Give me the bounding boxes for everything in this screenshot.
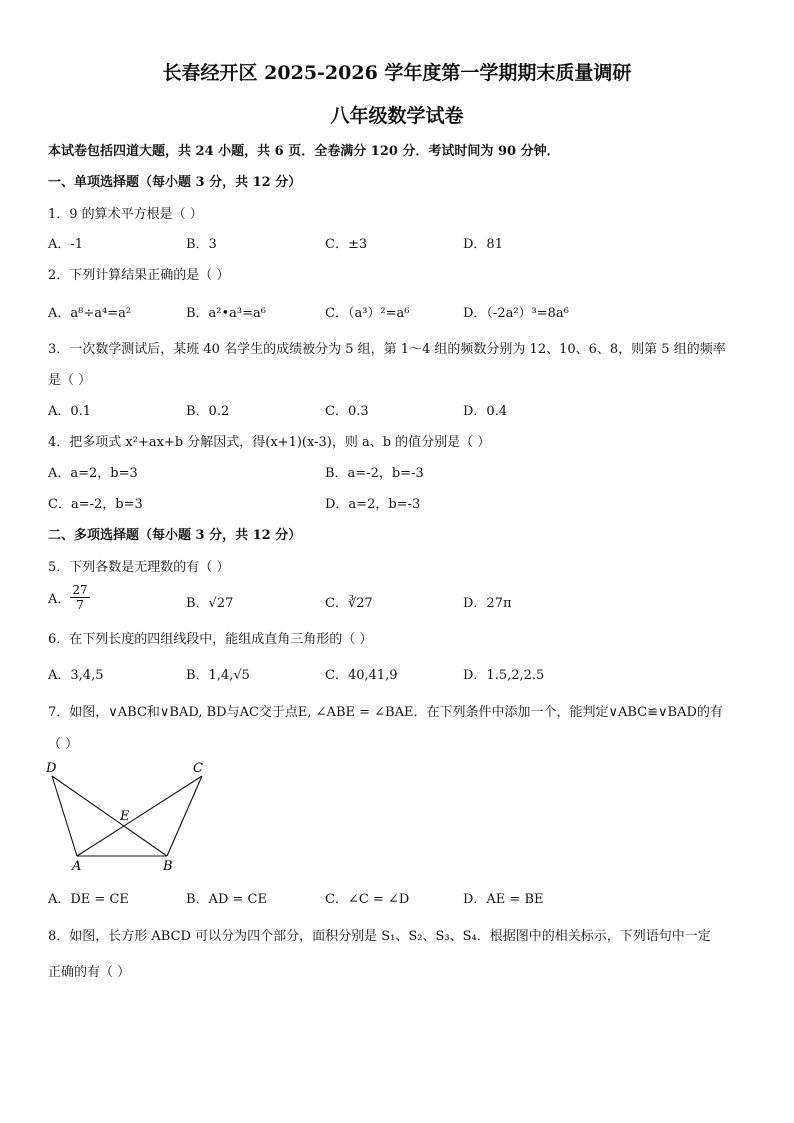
question-1-stem: 1．9 的算术平方根是（ ） [48,207,203,222]
question-5-stem: 5．下列各数是无理数的有（ ） [48,560,230,575]
question-3-option-b: B．0.2 [186,404,230,419]
fraction-numerator: 27 [72,583,88,597]
question-2-option-d: D．（-2a²）³=8a⁶ [463,306,569,321]
point-label-e: E [120,809,130,824]
question-7-stem-line-2: （ ） [48,737,79,752]
fraction [70,583,89,612]
segment-ac [77,776,202,856]
question-7-stem-line-1: 7．如图，∨ABC和∨BAD, BD与AC交于点E, ∠ABE = ∠BAE．在下列条件中添加一个，能判定∨ABC≌∨BAD的有 [48,705,723,720]
question-6-stem: 6．在下列长度的四组线段中，能组成直角三角形的（ ） [48,632,373,647]
question-5-option-b: B．√27 [186,596,234,611]
question-6-option-b: B．1,4,√5 [186,668,250,683]
question-2-stem: 2．下列计算结果正确的是（ ） [48,268,230,283]
fraction-denominator: 7 [76,598,84,612]
exam-title: 长春经开区 2025-2026 学年度第一学期期末质量调研 [162,62,632,84]
question-7-option-a: A．DE = CE [48,892,129,907]
question-4-option-a: A．a=2，b=3 [48,466,138,481]
question-7-option-b: B．AD = CE [186,892,267,907]
question-7-option-c: C．∠C = ∠D [325,892,410,907]
question-3-option-d: D．0.4 [463,404,508,419]
point-label-a: A [72,859,82,874]
question-3-option-a: A．0.1 [48,404,92,419]
exam-intro: 本试卷包括四道大题，共 24 小题，共 6 页．全卷满分 120 分．考试时间为 90 分钟． [48,144,560,159]
point-label-c: C [193,761,203,776]
question-6-option-d: D．1.5,2,2.5 [463,668,545,683]
segment-db [52,776,167,856]
question-6-option-a: A．3,4,5 [48,668,104,683]
question-8-stem-line-2: 正确的有（ ） [48,965,131,980]
section-1-heading: 一、单项选择题（每小题 3 分，共 12 分） [48,175,302,190]
question-2-option-c: C．（a³）²=a⁶ [325,306,410,321]
segment-da [52,776,77,856]
question-8-stem-line-1: 8．如图，长方形 ABCD 可以分为四个部分，面积分别是 S₁、S₂、S₃、S₄．根据图中的相关标示，下列语句中一定 [48,929,711,944]
segment-bc [167,776,202,856]
question-6-option-c: C．40,41,9 [325,668,398,683]
question-7-option-d: D．AE = BE [463,892,544,907]
question-2-option-b: B．a²•a³=a⁶ [186,306,266,321]
question-7-figure [40,758,220,874]
question-1-option-d: D．81 [463,237,503,252]
question-4-option-b: B．a=-2，b=-3 [325,466,424,481]
question-3-option-c: C．0.3 [325,404,369,419]
point-label-b: B [163,859,173,874]
question-4-option-c: C．a=-2，b=3 [48,497,143,512]
question-1-option-b: B．3 [186,237,217,252]
question-3-stem-line-2: 是（ ） [48,373,92,388]
question-5-option-d: D．27π [463,596,512,611]
question-2-option-a: A．a⁸÷a⁴=a² [48,306,132,321]
question-5-option-c: C．∛27 [325,596,373,611]
question-4-stem: 4．把多项式 x²+ax+b 分解因式，得(x+1)(x-3)，则 a、b 的值分别是（ ） [48,435,491,450]
question-4-option-d: D．a=2，b=-3 [325,497,421,512]
question-1-option-c: C．±3 [325,237,368,252]
question-5-option-a [48,583,90,612]
question-1-option-a: A．-1 [48,237,84,252]
question-5-option-a-prefix: A． [48,592,71,607]
point-label-d: D [46,761,57,776]
section-2-heading: 二、多项选择题（每小题 3 分，共 12 分） [48,528,302,543]
exam-subtitle: 八年级数学试卷 [330,105,464,127]
question-3-stem-line-1: 3．一次数学测试后，某班 40 名学生的成绩被分为 5 组，第 1～4 组的频数分别为 12、10、6、8，则第 5 组的频率 [48,342,726,357]
